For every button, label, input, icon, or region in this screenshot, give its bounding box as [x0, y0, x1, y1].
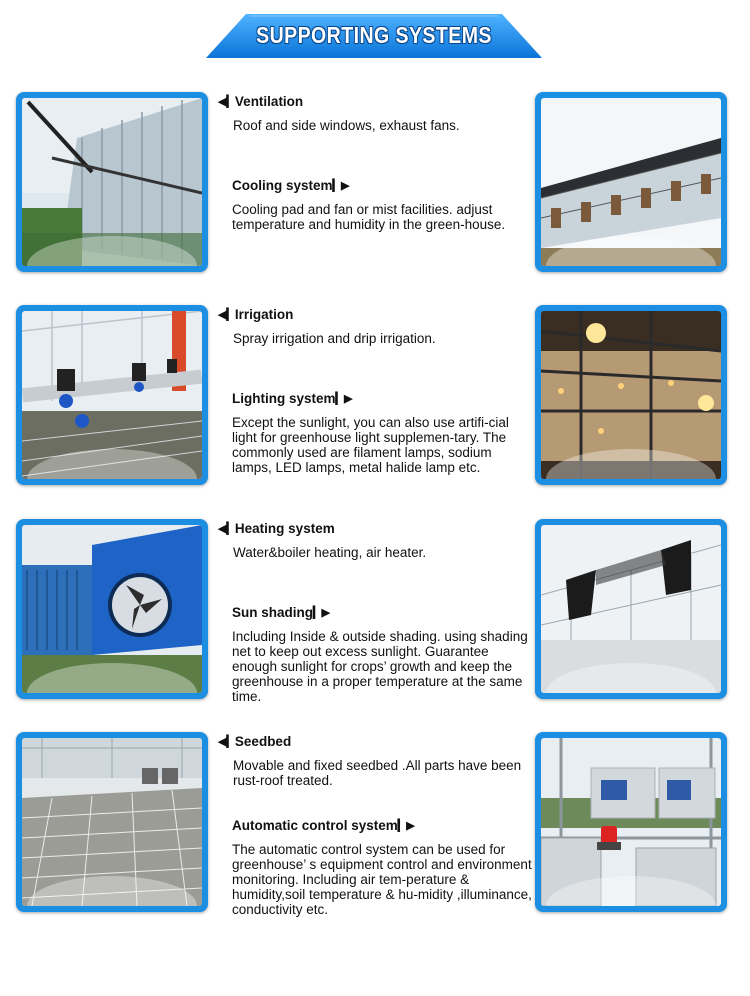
heading-irrigation	[218, 307, 293, 322]
photo-lamps	[535, 305, 727, 485]
photo-seedbed	[16, 732, 208, 912]
greenhouse-exterior-icon	[541, 98, 721, 266]
shading-net-icon	[541, 525, 721, 693]
photo-greenhouse-exterior	[535, 92, 727, 272]
photo-irrigation	[16, 305, 208, 485]
photo-ventilation	[16, 92, 208, 272]
heading-automatic-control	[232, 818, 415, 833]
arrow-left-icon: ◀▎	[218, 523, 235, 535]
desc-irrigation: Spray irrigation and drip irrigation.	[233, 331, 436, 346]
heading-text: Cooling system	[232, 178, 333, 193]
heading-text: Seedbed	[234, 734, 292, 749]
photo-heating	[16, 519, 208, 699]
desc-automatic-control: The automatic control system can be used for greenhouse’ s equipment control and environment monitoring. Including air tem-perature & humidity,soil temperature & hu-midity ,illuminance, conductivity etc.	[232, 842, 532, 917]
heading-seedbed	[218, 734, 291, 749]
arrow-left-icon: ◀▎	[218, 736, 235, 748]
heading-cooling	[232, 178, 349, 193]
heading-lighting	[232, 391, 352, 406]
control-cabinet-icon	[541, 738, 721, 906]
page-title: SUPPORTING SYSTEMS	[256, 22, 492, 48]
header-banner	[206, 14, 542, 58]
photo-control-cabinet	[535, 732, 727, 912]
heading-sun-shading	[232, 605, 330, 620]
air-heater-icon	[22, 525, 202, 693]
heading-ventilation	[218, 94, 303, 109]
heading-text: Sun shading	[232, 605, 313, 620]
photo-shading-net	[535, 519, 727, 699]
desc-heating: Water&boiler heating, air heater.	[233, 545, 427, 560]
desc-sun-shading: Including Inside & outside shading. using shading net to keep out excess sunlight. Guarantee enough sunlight for crops’ growth and keep the greenhouse in a proper temperature at the same time.	[232, 629, 528, 704]
heading-text: Automatic control system	[232, 818, 398, 833]
desc-ventilation: Roof and side windows, exhaust fans.	[233, 118, 460, 133]
greenhouse-roof-window-icon	[22, 98, 202, 266]
arrow-left-icon: ◀▎	[218, 309, 235, 321]
arrow-right-icon: ▎▶	[332, 180, 350, 192]
heading-text: Heating system	[234, 521, 335, 536]
desc-seedbed: Movable and fixed seedbed .All parts have been rust-roof treated.	[233, 758, 522, 788]
arrow-right-icon: ▎▶	[313, 607, 330, 619]
seedbed-icon	[22, 738, 202, 906]
desc-lighting: Except the sunlight, you can also use artifi-cial light for greenhouse light supplemen-tary. The commonly used are filament lamps, sodium lamps, LED lamps, metal halide lamp etc.	[232, 415, 509, 475]
arrow-right-icon: ▎▶	[335, 393, 353, 405]
heading-text: Irrigation	[234, 307, 294, 322]
greenhouse-lamps-icon	[541, 311, 721, 479]
heading-text: Ventilation	[234, 94, 304, 109]
desc-cooling: Cooling pad and fan or mist facilities. adjust temperature and humidity in the green-house.	[232, 202, 506, 232]
arrow-left-icon: ◀▎	[218, 96, 235, 108]
arrow-right-icon: ▎▶	[397, 820, 415, 832]
heading-text: Lighting system	[232, 391, 336, 406]
irrigation-pipes-icon	[22, 311, 202, 479]
heading-heating	[218, 521, 335, 536]
